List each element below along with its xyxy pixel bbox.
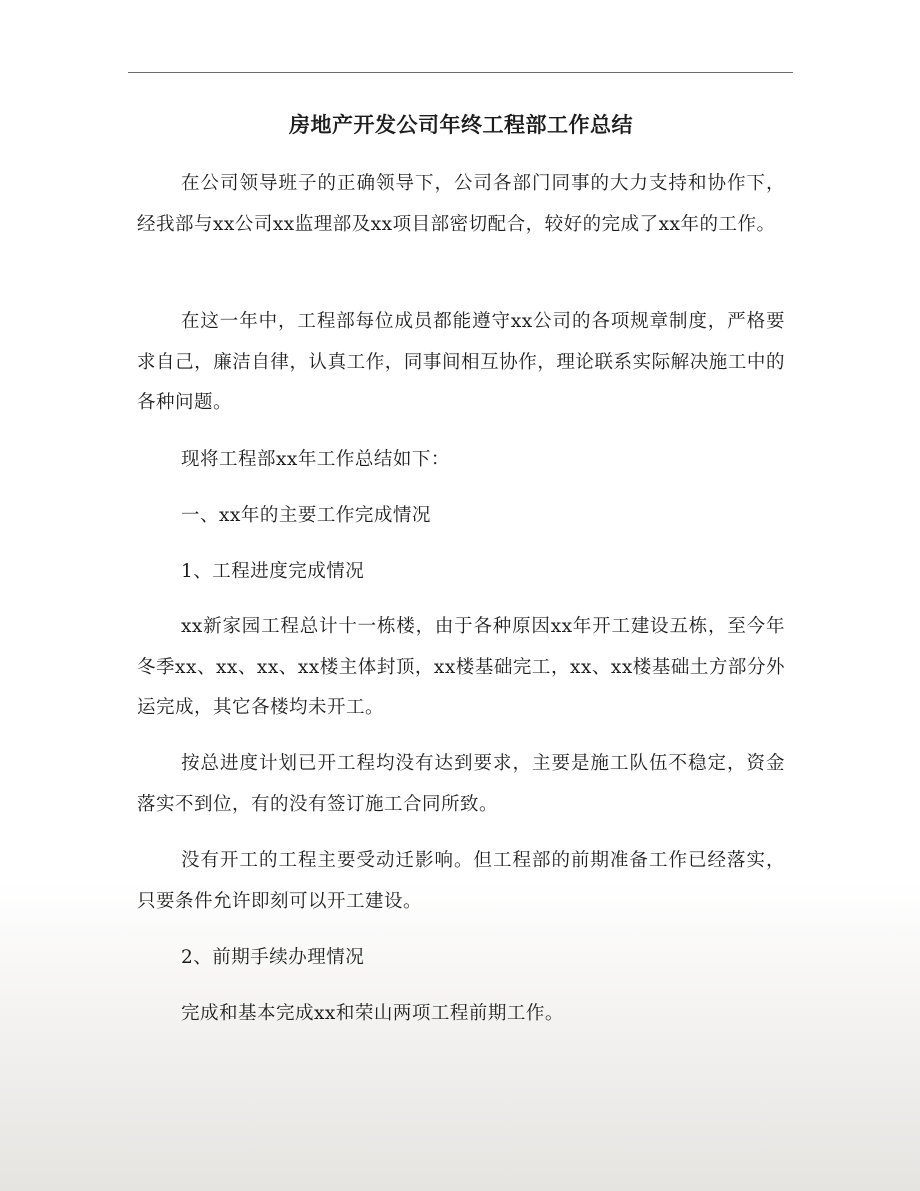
header-rule xyxy=(128,72,793,73)
paragraph-team-conduct: 在这一年中，工程部每位成员都能遵守xx公司的各项规章制度，严格要求自己，廉洁自律，认真工作，同事间相互协作，理论联系实际解决施工中的各种问题。 xyxy=(137,311,785,413)
paragraph-progress-detail: xx新家园工程总计十一栋楼，由于各种原因xx年开工建设五栋，至今年冬季xx、xx、xx、xx楼主体封顶，xx楼基础完工，xx、xx楼基础土方部分外运完成，其它各楼均未开工。 xyxy=(137,616,785,718)
document-title: 房地产开发公司年终工程部工作总结 xyxy=(289,112,633,137)
paragraph-relocation-impact: 没有开工的工程主要受动迁影响。但工程部的前期准备工作已经落实，只要条件允许即刻可以开工建设。 xyxy=(137,850,785,912)
paragraph-schedule-issues: 按总进度计划已开工程均没有达到要求，主要是施工队伍不稳定，资金落实不到位，有的没有签订施工合同所致。 xyxy=(137,753,785,815)
paragraph-summary-lead: 现将工程部xx年工作总结如下： xyxy=(181,449,450,470)
subsection-heading-progress: 1、工程进度完成情况 xyxy=(181,561,365,582)
paragraph-intro: 在公司领导班子的正确领导下，公司各部门同事的大力支持和协作下，经我部与xx公司xx监理部及xx项目部密切配合，较好的完成了xx年的工作。 xyxy=(137,173,785,235)
section-heading-main-work: 一、xx年的主要工作完成情况 xyxy=(181,505,431,526)
paragraph-procedures-detail: 完成和基本完成xx和荣山两项工程前期工作。 xyxy=(181,1003,564,1024)
subsection-heading-procedures: 2、前期手续办理情况 xyxy=(181,947,365,968)
